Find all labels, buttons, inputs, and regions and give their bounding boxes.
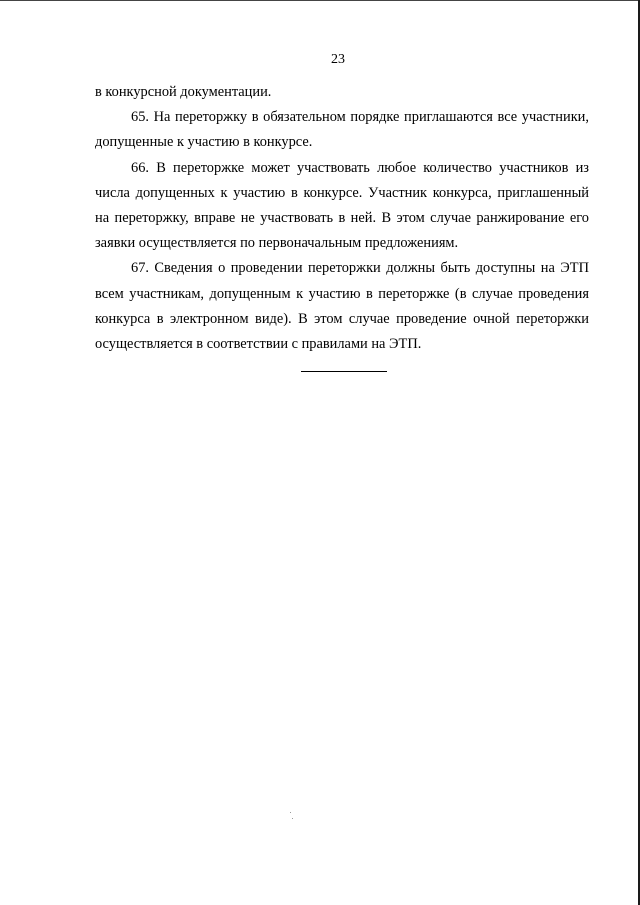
paragraph-65: 65. На переторжку в обязательном порядке приглашаются все участники, допущенные к участию в конкурсе. [95,109,589,151]
paragraph-66: 66. В переторжке может участвовать любое количество участников из числа допущенных к участию в конкурсе. Участник конкурса, приглашенный на переторжку, вправе не участвовать в ней. В этом случае ранжирование его заявки осуществляется по первоначальным предложениям. [95,159,589,252]
paragraph-continuation: в конкурсной документации. [95,84,272,100]
scan-speck [292,818,293,819]
paragraph-67: 67. Сведения о проведении переторжки должны быть доступны на ЭТП всем участникам, допущенным к участию в переторжке (в случае проведения конкурса в электронном виде). В этом случае проведение очной переторжки осуществляется в соответствии с правилами на ЭТП. [95,260,589,353]
scan-speck [290,812,291,813]
document-body [95,80,589,357]
page-number: 23 [331,52,345,67]
scan-top-edge [0,0,640,1]
end-separator-line [301,371,387,372]
